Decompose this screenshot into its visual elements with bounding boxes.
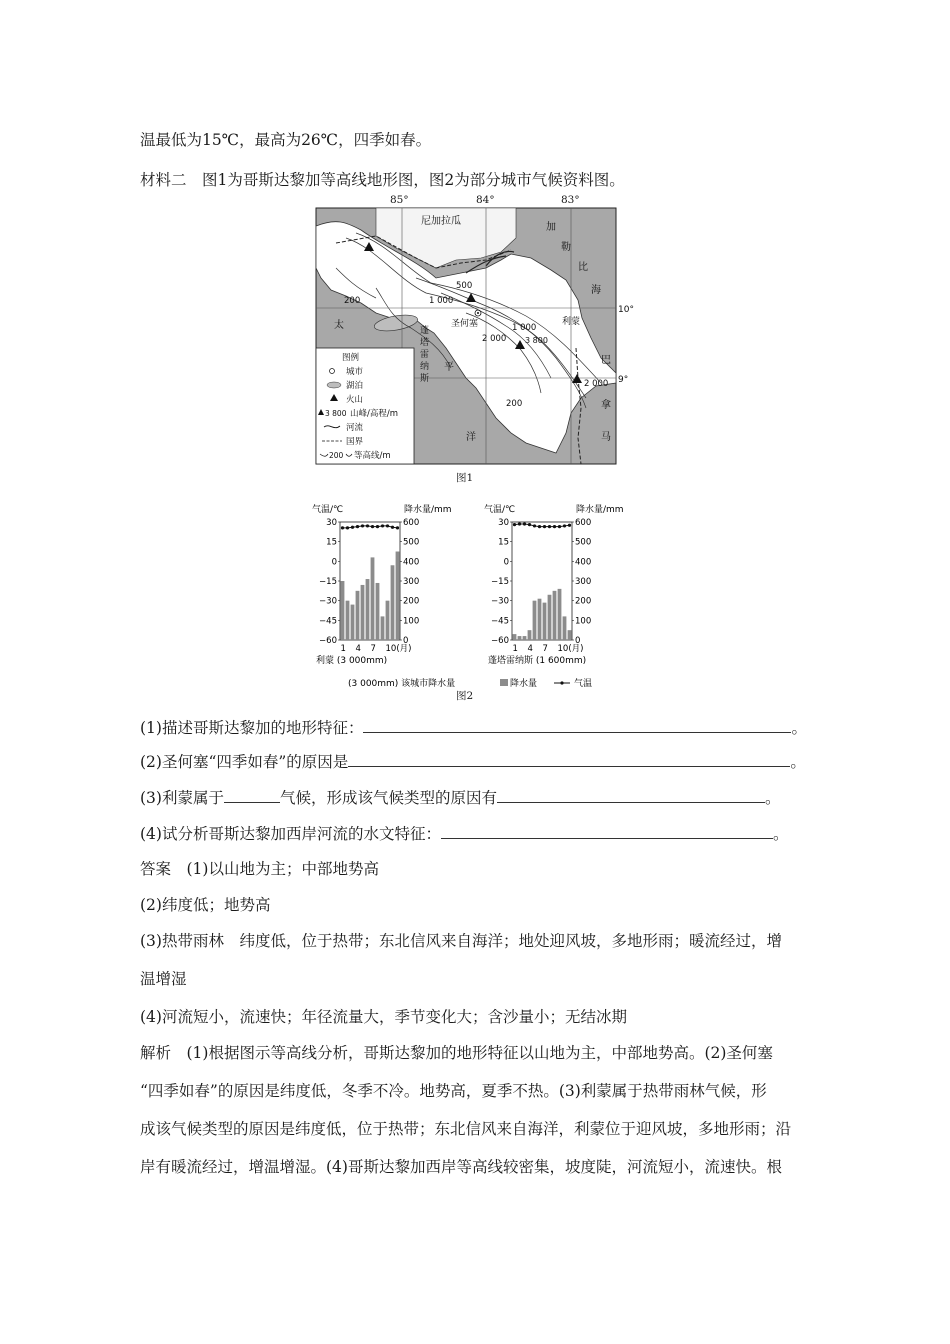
map-label: 勒 — [561, 242, 571, 253]
precip-bar — [356, 591, 360, 640]
answer-4: (4)河流短小，流速快；年径流量大，季节变化大；含沙量小；无结冰期 — [140, 1008, 627, 1026]
precip-bar — [523, 636, 527, 640]
temp-point — [523, 522, 526, 525]
temp-point — [396, 526, 399, 529]
precip-bar — [381, 616, 385, 640]
temp-point — [366, 524, 369, 527]
map-label: 利蒙 — [562, 317, 581, 327]
y-tick-left: −60 — [319, 636, 337, 646]
legend-temp-label: 气温 — [574, 679, 593, 689]
temp-point — [543, 525, 546, 528]
figure-1-caption: 图1 — [456, 472, 474, 484]
x-tick: 10(月) — [557, 644, 584, 654]
map-label: 3 800 — [525, 336, 548, 345]
map-label: 雷 — [420, 350, 430, 360]
y-tick-left: 30 — [498, 518, 509, 528]
temp-point — [346, 526, 349, 529]
legend-item: 等高线/m — [354, 451, 391, 461]
legend-title: 图例 — [342, 353, 360, 363]
precip-bar — [533, 601, 537, 640]
map-label: 马 — [601, 432, 611, 443]
precip-bar — [341, 581, 345, 640]
y-tick-left: −45 — [491, 616, 509, 627]
y-tick-left: 0 — [331, 557, 337, 568]
chart-title: 利蒙 (3 000mm) — [316, 656, 388, 666]
y-tick-left: −15 — [319, 577, 337, 587]
temp-point — [381, 524, 384, 527]
y-tick-right: 500 — [403, 537, 420, 548]
precip-bar — [346, 601, 350, 640]
y-axis-title-left: 气温/℃ — [484, 505, 516, 515]
y-tick-right: 100 — [403, 616, 420, 627]
legend-temp-point — [560, 681, 563, 684]
legend-item: 河流 — [346, 423, 364, 433]
y-axis-title-right: 降水量/mm — [404, 505, 452, 515]
explanation-4: 岸有暖流经过，增温增湿。(4)哥斯达黎加西岸等高线较密集，坡度陡，河流短小，流速快。根 — [140, 1158, 782, 1176]
contour-label: 200 — [344, 296, 361, 306]
contour-label: 200 — [506, 399, 523, 409]
temp-point — [538, 525, 541, 528]
temp-point — [568, 524, 571, 527]
map-label: 比 — [578, 262, 588, 273]
temp-point — [376, 525, 379, 528]
lat-label: 9° — [618, 375, 629, 385]
answer-2: (2)纬度低；地势高 — [140, 896, 271, 914]
x-tick: 4 — [527, 644, 533, 654]
y-tick-right: 600 — [403, 518, 420, 528]
lat-label: 10° — [618, 305, 634, 315]
temp-point — [391, 526, 394, 529]
precip-bar — [376, 583, 380, 640]
answer-3-cont: 温增湿 — [140, 970, 187, 988]
precip-bar — [553, 591, 557, 640]
precip-bar — [563, 616, 567, 640]
precip-bar — [513, 634, 517, 640]
explanation-3: 成该气候类型的原因是纬度低，位于热带；东北信风来自海洋，利蒙位于迎风坡，多地形雨；沿 — [140, 1120, 792, 1138]
precip-bar — [568, 630, 572, 640]
temp-point — [533, 524, 536, 527]
figure-2-caption: 图2 — [456, 690, 474, 702]
legend-item: 城市 — [346, 367, 364, 377]
y-tick-left: 15 — [326, 537, 337, 548]
temp-point — [351, 526, 354, 529]
y-tick-right: 100 — [575, 616, 592, 627]
legend-precip-swatch — [500, 679, 508, 686]
temp-point — [553, 525, 556, 528]
y-tick-right: 300 — [575, 577, 592, 587]
x-tick: 4 — [355, 644, 361, 654]
question-3: (3)利蒙属于 气候，形成该气候类型的原因有 。 — [140, 789, 781, 807]
precip-bar — [391, 565, 395, 640]
x-tick: 10(月) — [385, 644, 412, 654]
y-tick-right: 400 — [575, 557, 592, 568]
precip-bar — [548, 595, 552, 640]
precip-bar — [558, 589, 562, 640]
legend-precip-label: 降水量 — [510, 679, 538, 689]
answer-blank-3a[interactable] — [224, 788, 280, 803]
line-1: 温最低为15℃，最高为26℃，四季如春。 — [140, 131, 432, 149]
contour-label: 1 000 — [512, 323, 537, 333]
contour-label: 1 000 — [429, 296, 454, 306]
y-tick-right: 600 — [575, 518, 592, 528]
chart-title: 蓬塔雷纳斯 (1 600mm) — [488, 656, 587, 666]
temp-point — [386, 524, 389, 527]
x-tick: 7 — [542, 644, 548, 654]
temp-point — [341, 526, 344, 529]
y-tick-right: 200 — [403, 596, 420, 607]
contour-label: 2 000 — [584, 379, 609, 389]
map-label: 洋 — [466, 432, 476, 443]
line-2: 材料二 图1为哥斯达黎加等高线地形图，图2为部分城市气候资料图。 — [140, 171, 625, 189]
answer-blank-4[interactable] — [441, 824, 773, 839]
lon-label: 85° — [390, 194, 409, 206]
answer-blank-2[interactable] — [348, 752, 790, 767]
temp-point — [558, 525, 561, 528]
precip-bar — [366, 579, 370, 640]
contour-label: 2 000 — [482, 334, 507, 344]
legend-prefix: 3 800 — [325, 409, 347, 418]
y-tick-left: −60 — [491, 636, 509, 646]
temp-point — [371, 525, 374, 528]
legend-item: 湖泊 — [346, 381, 364, 391]
y-tick-right: 200 — [575, 596, 592, 607]
answer-blank-3b[interactable] — [497, 788, 765, 803]
temp-point — [361, 524, 364, 527]
precip-bar — [386, 601, 390, 640]
legend-item: 国界 — [346, 437, 364, 447]
y-tick-right: 300 — [403, 577, 420, 587]
map-label: 平 — [444, 362, 454, 373]
contour-label: 500 — [456, 281, 473, 291]
map-label: 拿 — [601, 400, 611, 411]
precip-bar — [518, 636, 522, 640]
explanation-1: 解析 (1)根据图示等高线分析，哥斯达黎加的地形特征以山地为主，中部地势高。(2)圣何塞 — [140, 1044, 773, 1062]
question-1: (1)描述哥斯达黎加的地形特征： 。 — [140, 719, 807, 737]
temp-point — [563, 524, 566, 527]
question-2: (2)圣何塞“四季如春”的原因是 。 — [140, 753, 806, 771]
temp-point — [356, 525, 359, 528]
precip-bar — [528, 630, 532, 640]
map-label: 斯 — [420, 374, 430, 384]
y-tick-right: 400 — [403, 557, 420, 568]
precip-bar — [361, 585, 365, 640]
y-tick-left: −15 — [491, 577, 509, 587]
answer-1: 答案 (1)以山地为主；中部地势高 — [140, 860, 379, 878]
temp-point — [513, 523, 516, 526]
y-axis-title-right: 降水量/mm — [576, 505, 624, 515]
precip-bar — [538, 599, 542, 640]
map-label: 加 — [546, 222, 556, 233]
x-tick: 7 — [370, 644, 376, 654]
chart-note: (3 000mm) 该城市降水量 — [348, 679, 456, 689]
y-axis-title-left: 气温/℃ — [312, 505, 344, 515]
temp-point — [528, 523, 531, 526]
map-label: 圣何塞 — [451, 319, 479, 329]
map-label: 纳 — [420, 362, 430, 372]
y-tick-left: −30 — [491, 596, 509, 607]
map-label: 海 — [591, 285, 601, 296]
legend-item: 火山 — [346, 395, 364, 405]
temp-point — [518, 522, 521, 525]
precip-bar — [351, 605, 355, 640]
x-tick: 1 — [340, 644, 346, 654]
y-tick-left: 30 — [326, 518, 337, 528]
map-label: 尼加拉瓜 — [421, 216, 461, 227]
y-tick-left: −45 — [319, 616, 337, 627]
precip-bar — [543, 603, 547, 640]
temp-line — [515, 524, 570, 527]
temp-point — [548, 525, 551, 528]
temp-line — [343, 526, 398, 528]
map-label: 蓬 — [420, 326, 430, 336]
legend-item: 山峰/高程/m — [350, 409, 399, 419]
lon-label: 83° — [561, 194, 580, 206]
figure-2-charts — [304, 500, 704, 695]
map-label: 塔 — [420, 338, 430, 348]
legend-prefix: 200 — [329, 451, 344, 460]
lon-label: 84° — [476, 194, 495, 206]
precip-bar — [371, 557, 375, 640]
precip-bar — [396, 552, 400, 641]
y-tick-right: 0 — [403, 636, 409, 646]
explanation-2: “四季如春”的原因是纬度低，冬季不冷。地势高，夏季不热。(3)利蒙属于热带雨林气候，形 — [140, 1082, 767, 1100]
question-4: (4)试分析哥斯达黎加西岸河流的水文特征： 。 — [140, 825, 789, 843]
y-tick-right: 500 — [575, 537, 592, 548]
y-tick-left: 0 — [503, 557, 509, 568]
x-tick: 1 — [512, 644, 518, 654]
y-tick-right: 0 — [575, 636, 581, 646]
answer-3: (3)热带雨林 纬度低，位于热带；东北信风来自海洋；地处迎风坡，多地形雨；暖流经过，增 — [140, 932, 782, 950]
map-label: 巴 — [601, 355, 611, 366]
figure-1-map — [316, 194, 634, 464]
map-label: 太 — [334, 320, 344, 331]
answer-blank-1[interactable] — [363, 718, 791, 733]
y-tick-left: 15 — [498, 537, 509, 548]
y-tick-left: −30 — [319, 596, 337, 607]
